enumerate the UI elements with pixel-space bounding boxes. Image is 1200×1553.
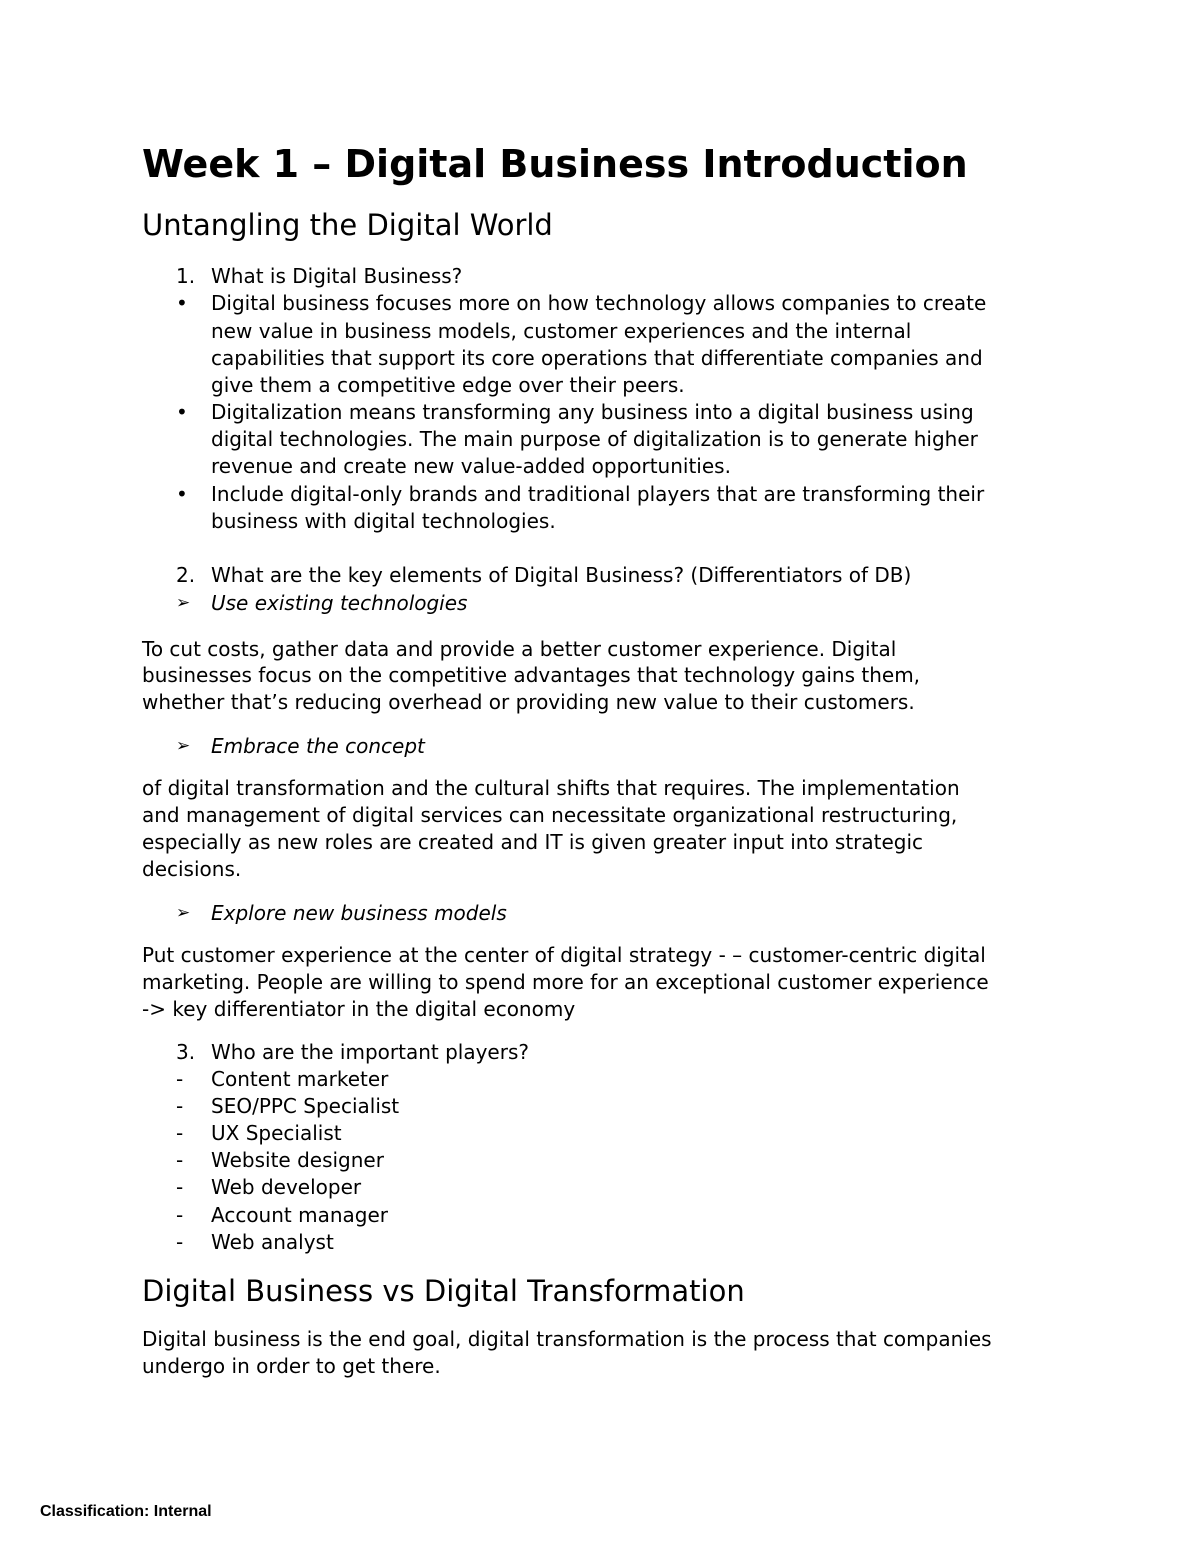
player-item: Content marketer [211,1067,389,1091]
player-item: Web developer [211,1175,362,1199]
bullet-icon: • [176,291,188,315]
paragraph-line: businesses focus on the competitive advantages that technology gains them, [142,663,921,687]
arrow-bullet-icon: ➢ [176,903,191,923]
bullet-line: new value in business models, customer experiences and the internal [211,319,912,343]
bullet-line: capabilities that support its core operations that differentiate companies and [211,346,983,370]
question-3: Who are the important players? [211,1040,529,1064]
paragraph-line: undergo in order to get there. [142,1354,441,1378]
dash-bullet-icon: - [176,1175,184,1199]
paragraph-line: especially as new roles are created and IT is given greater input into strategic [142,830,924,854]
paragraph-line: whether that’s reducing overhead or providing new value to their customers. [142,690,915,714]
bullet-line: give them a competitive edge over their peers. [211,373,685,397]
bullet-line: Digitalization means transforming any business into a digital business using [211,400,974,424]
paragraph-line: of digital transformation and the cultural shifts that requires. The implementation [142,776,960,800]
key-element-title: Embrace the concept [211,734,425,758]
dash-bullet-icon: - [176,1094,184,1118]
section-heading-db-vs-dt: Digital Business vs Digital Transformation [142,1274,745,1308]
bullet-line: digital technologies. The main purpose of digitalization is to generate higher [211,427,978,451]
bullet-line: Include digital-only brands and traditional players that are transforming their [211,482,985,506]
list-number-1: 1. [176,264,196,288]
paragraph-line: and management of digital services can necessitate organizational restructuring, [142,803,958,827]
bullet-line: Digital business focuses more on how technology allows companies to create [211,291,987,315]
bullet-line: revenue and create new value-added opportunities. [211,454,731,478]
dash-bullet-icon: - [176,1230,184,1254]
arrow-bullet-icon: ➢ [176,593,191,613]
player-item: Web analyst [211,1230,334,1254]
list-number-3: 3. [176,1040,196,1064]
player-item: SEO/PPC Specialist [211,1094,400,1118]
paragraph-line: decisions. [142,857,242,881]
player-item: UX Specialist [211,1121,342,1145]
question-2: What are the key elements of Digital Business? (Differentiators of DB) [211,563,912,587]
dash-bullet-icon: - [176,1148,184,1172]
list-number-2: 2. [176,563,196,587]
bullet-icon: • [176,482,188,506]
dash-bullet-icon: - [176,1067,184,1091]
classification-footer: Classification: Internal [40,1503,212,1520]
paragraph-line: Digital business is the end goal, digital transformation is the process that companies [142,1327,992,1351]
key-element-title: Explore new business models [211,901,507,925]
paragraph-line: Put customer experience at the center of digital strategy - – customer-centric digital [142,943,986,967]
paragraph-line: -> key differentiator in the digital economy [142,997,576,1021]
document-title: Week 1 – Digital Business Introduction [142,142,968,186]
dash-bullet-icon: - [176,1121,184,1145]
question-1: What is Digital Business? [211,264,463,288]
player-item: Account manager [211,1203,389,1227]
arrow-bullet-icon: ➢ [176,736,191,756]
key-element-title: Use existing technologies [211,591,468,615]
bullet-icon: • [176,400,188,424]
dash-bullet-icon: - [176,1203,184,1227]
bullet-line: business with digital technologies. [211,509,556,533]
paragraph-line: To cut costs, gather data and provide a better customer experience. Digital [142,637,897,661]
section-heading-untangling: Untangling the Digital World [142,208,553,242]
player-item: Website designer [211,1148,384,1172]
paragraph-line: marketing. People are willing to spend more for an exceptional customer experience [142,970,989,994]
